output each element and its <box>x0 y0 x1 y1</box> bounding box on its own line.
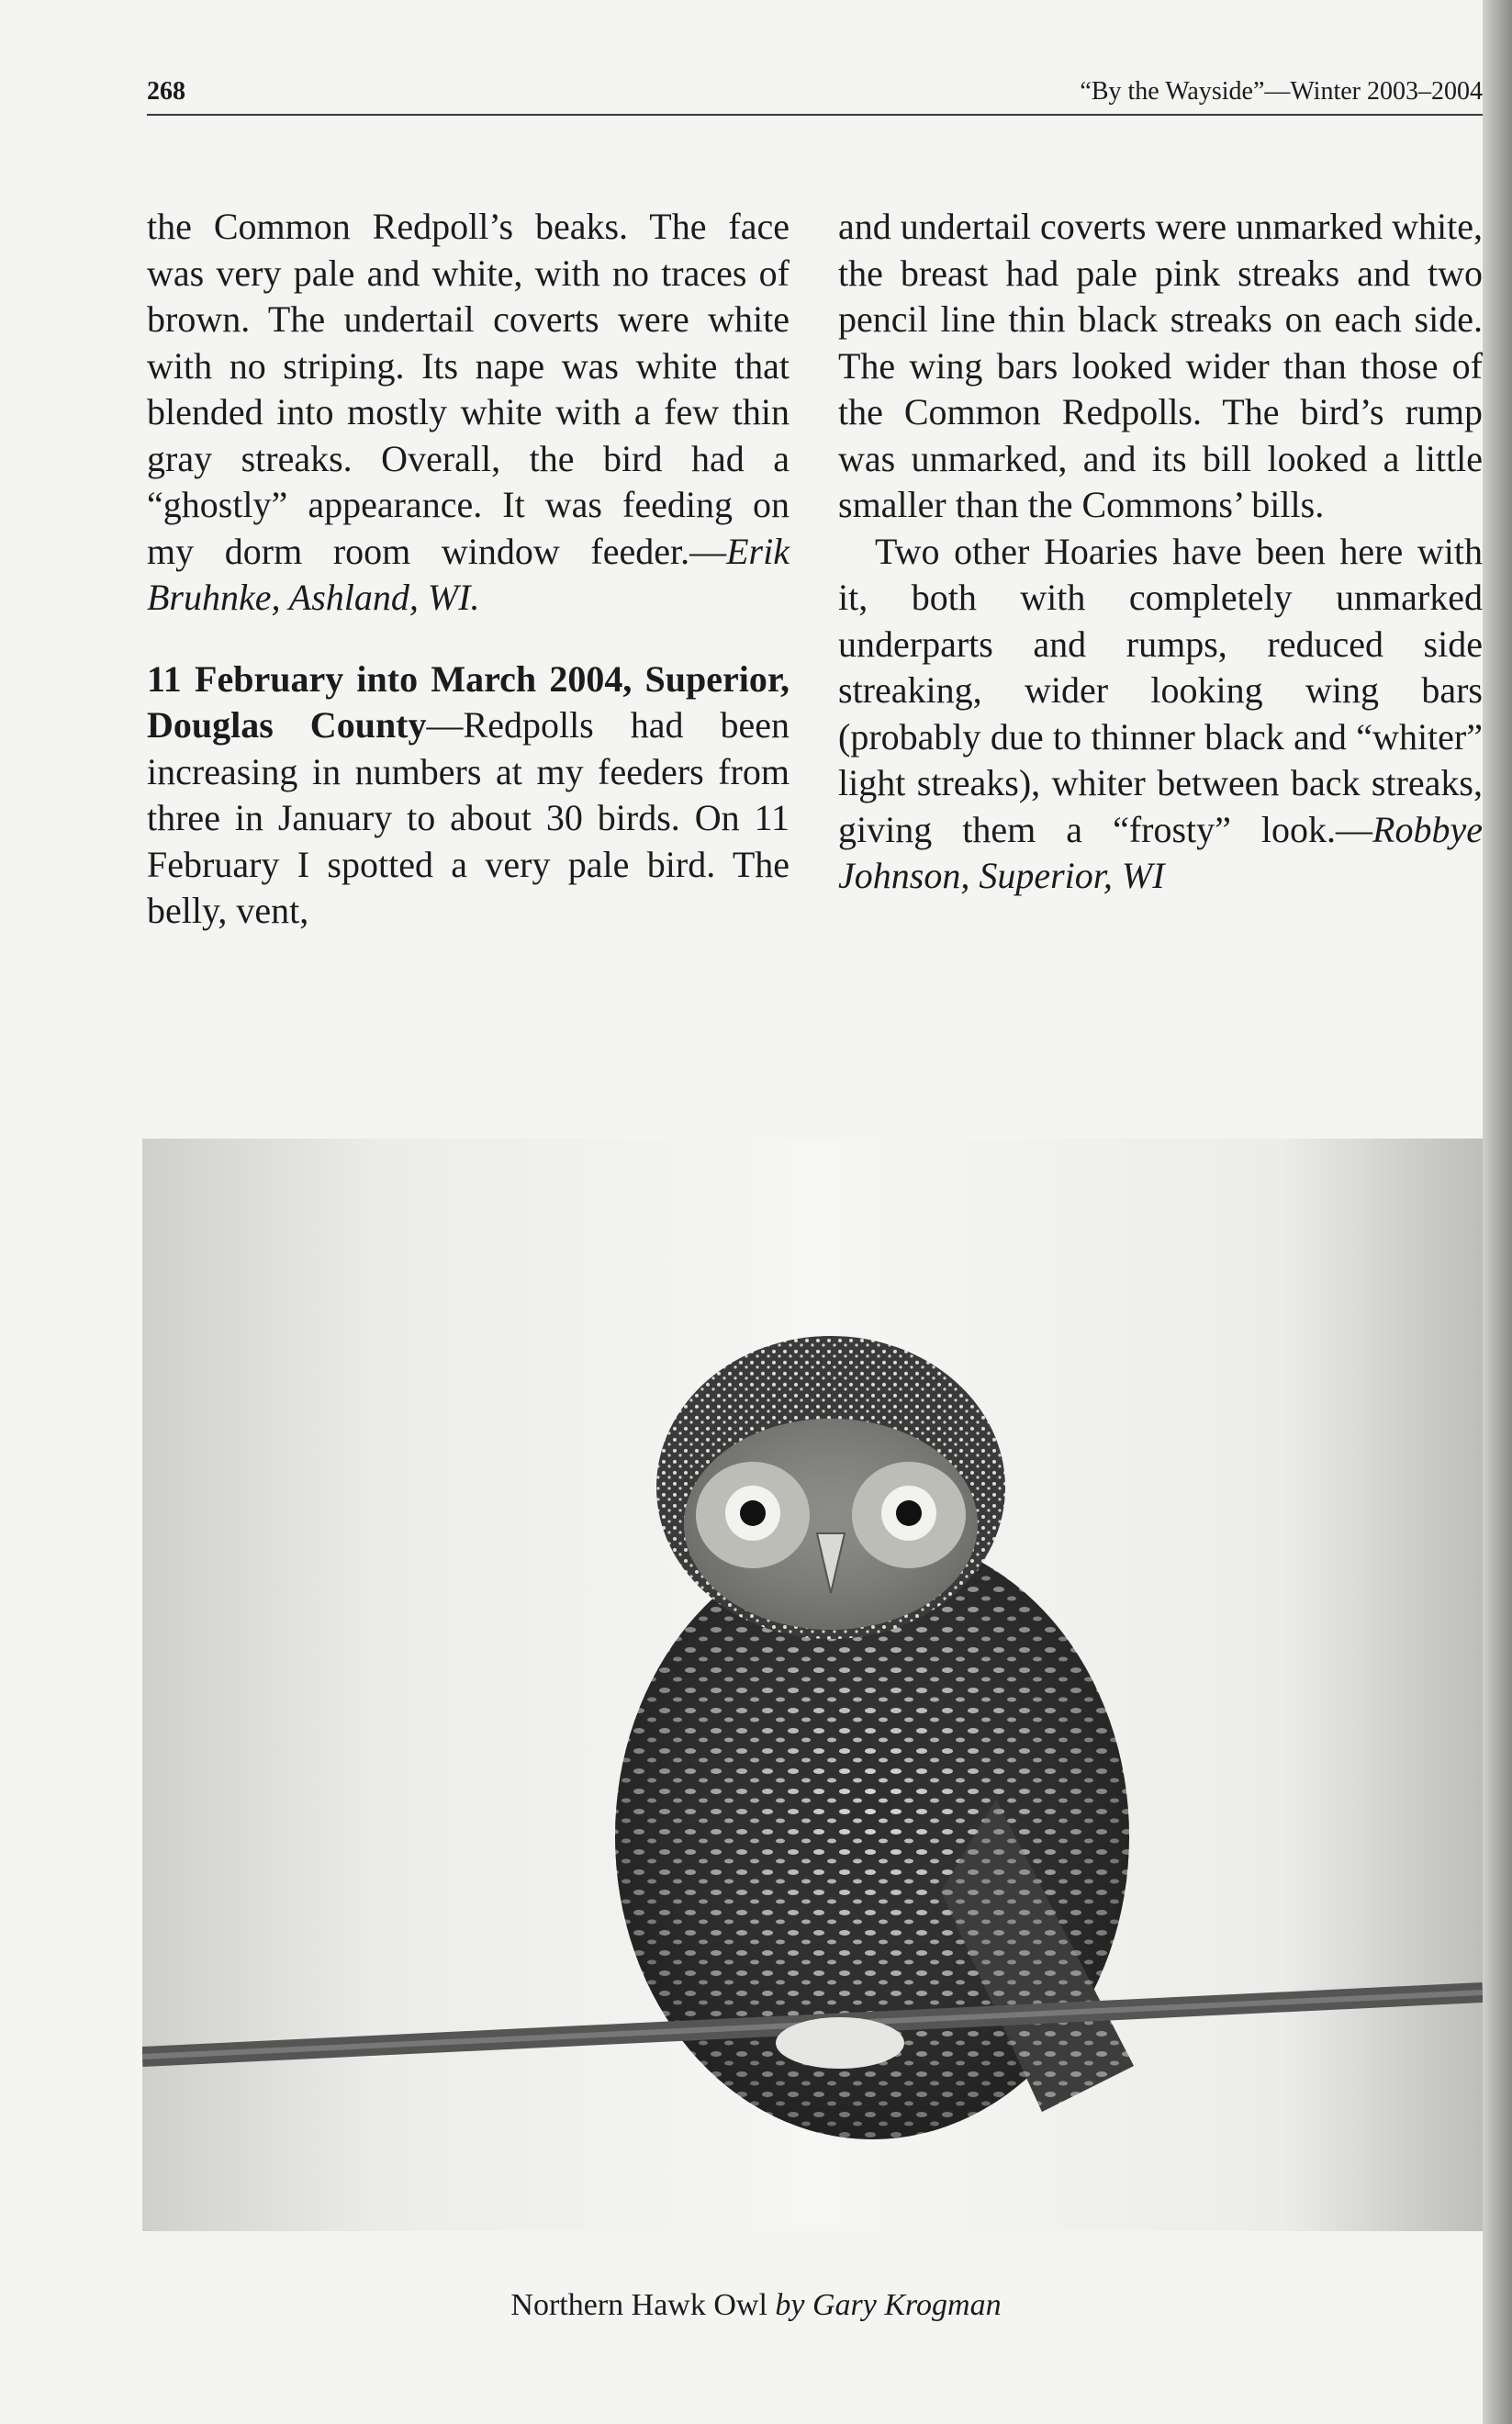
page-number: 268 <box>147 77 185 106</box>
paragraph-text: —Redpolls had been increasing in numbers at my feeders from three in January to about 30 birds. On 11 February I spotted a very pale bird. The belly, vent, <box>147 704 790 931</box>
paragraph-text: the Common Redpoll’s beaks. The face was very pale and white, with no traces of brown. The undertail coverts were white with no striping. Its nape was white that blended into mostly white with a few thin gray streaks. Overall, the bird had a “ghostly” appearance. It was feeding on my dorm room window feeder.— <box>147 206 790 572</box>
page-edge-shadow <box>1483 0 1512 2424</box>
observer-credit: Robbye Johnson, Superior, WI <box>838 808 1483 896</box>
right-column <box>838 204 1483 900</box>
observer-credit: Erik Bruhnke, Ashland, WI. <box>147 530 790 618</box>
owl-illustration <box>142 1139 1483 2231</box>
caption-by: by <box>775 2288 805 2322</box>
left-column <box>147 204 790 935</box>
owl-photograph <box>142 1139 1483 2231</box>
paragraph-text: Two other Hoaries have been here with it, both with completely unmarked underparts and rumps, reduced side streaking, wider looking wing bars (probably due to thinner black and “whiter” light streaks), whiter between back streaks, giving them a “frosty” look.— <box>838 530 1483 850</box>
running-header <box>147 64 1483 116</box>
owl-feet <box>776 2017 904 2069</box>
figure-caption <box>0 2288 1512 2323</box>
paragraph-continuation: and undertail coverts were unmarked white, the breast had pale pink streaks and two pencil line thin black streaks on each side. The wing bars looked wider than those of the Common Redpolls. The bird’s rump was unmarked, and its bill looked a little smaller than the Commons’ bills. <box>838 206 1483 525</box>
paragraph-hoaries <box>838 529 1483 900</box>
paragraph-johnson-start <box>147 656 790 935</box>
caption-subject: Northern Hawk Owl <box>510 2288 767 2322</box>
entry-heading: 11 February into March 2004, Superior, Douglas County <box>147 657 790 746</box>
paragraph-bruhnke <box>147 204 790 622</box>
caption-author: Gary Krogman <box>812 2288 1002 2322</box>
running-title: “By the Wayside”—Winter 2003–2004 <box>1080 77 1483 106</box>
owl-head <box>656 1336 1005 1639</box>
